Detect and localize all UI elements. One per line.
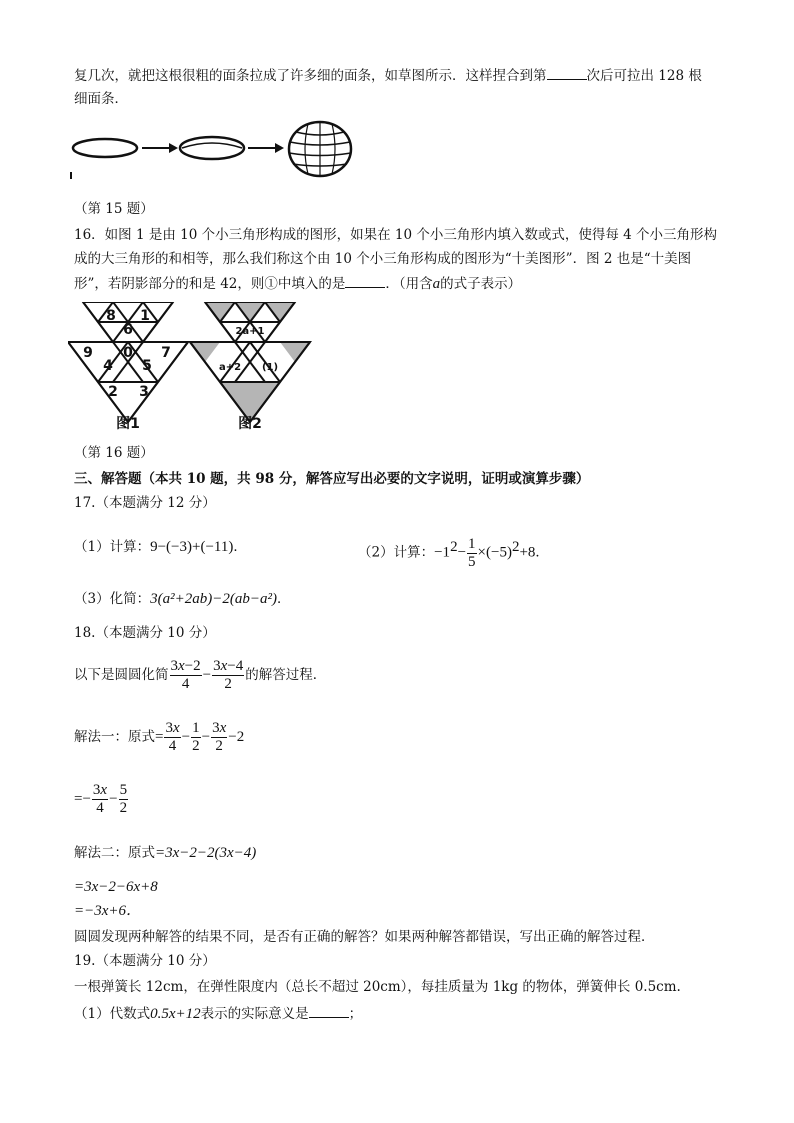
q18-question: 圆圆发现两种解答的结果不同，是否有正确的解答？如果两种解答都错误，写出正确的解答过程． [74, 929, 655, 945]
q18-sol2-label: 解法二：原式 [74, 845, 155, 861]
q17-title: 17.（本题满分 12 分） [74, 495, 216, 511]
fig1-num-5: 5 [142, 358, 152, 374]
fraction-1-over-2: $\frac{1}{2}$ [192, 720, 200, 754]
fraction-5-over-2: $\frac{5}{2}$ [119, 782, 128, 816]
q16-line3-a: 形”，若阴影部分的和是 42，则①中填入的是 [74, 276, 346, 292]
q18-sol2-line1 [74, 844, 256, 862]
q16-line3 [74, 274, 521, 293]
fig2-label-a2: a+2 [218, 362, 242, 373]
section-heading: 三、解答题（本共 10 题，共 98 分，解答应写出必要的文字说明，证明或演算步骤） [74, 471, 590, 487]
fig1-num-3: 3 [139, 384, 149, 400]
q15-text: 复几次，就把这根很粗的面条拉成了许多细的面条，如草图所示．这样捏合到第 [74, 68, 547, 84]
q18-sol2-line3: =−3x+6． [74, 903, 142, 919]
q18-sol1-label: 解法一：原式 [74, 729, 155, 745]
answer-blank[interactable] [309, 1004, 349, 1018]
q17-p2-expr-a: −1 [434, 544, 451, 561]
q18-intro-a: 以下是圆圆化简 [74, 667, 169, 683]
figure-2 [190, 302, 310, 432]
q19-p1-expr: 0.5x+12 [150, 1006, 201, 1022]
fraction-3x-4-over-2: $\frac{3x-4}{2}$ [213, 658, 244, 692]
q17-part2: （2）计算：$-1^2-$ $\frac{1}{5}$ $\times(-5)^2+8$． [358, 535, 549, 570]
q17-p2-expr-b: ×(−5) [477, 544, 512, 561]
q18-sol2-expr1: =3x−2−2(3x−4) [155, 845, 257, 861]
figure-1 [68, 302, 188, 422]
fraction-3x-over-2: $\frac{3x}{2}$ [212, 720, 227, 754]
noodle-1 [73, 139, 137, 157]
fig1-num-2: 2 [108, 384, 118, 400]
q15-caption: （第 15 题） [74, 201, 154, 217]
fig2-label: 图2 [238, 416, 262, 432]
q17-part3: （3）化简：3(a²+2ab)−2(ab−a²)． [74, 591, 291, 607]
noodle-2 [180, 137, 244, 159]
q18-intro: 以下是圆圆化简 $\frac{3x-2}{4}$ − $\frac{3x-4}{2}$ 的解答过程． [74, 658, 327, 692]
q19-p1-end: 表示的实际意义是 [200, 1006, 309, 1022]
fig2-label-circle1: (1) [261, 362, 279, 373]
q19-title: 19.（本题满分 10 分） [74, 953, 216, 969]
q19-part1: （1）代数式0.5x+12表示的实际意义是 ； [74, 1006, 363, 1022]
q18-sol1-line2: =− $\frac{3x}{4}$ − $\frac{5}{2}$ [74, 782, 128, 816]
fraction-3x-over-4-b: $\frac{3x}{4}$ [92, 782, 108, 816]
q17-p2-label: （2）计算： [358, 544, 435, 561]
arrow-2-head [275, 143, 284, 153]
q18-sol2-line2: =3x−2−6x+8 [74, 879, 158, 895]
q18-title: 18.（本题满分 10 分） [74, 625, 216, 641]
noodle-2-inner [182, 143, 242, 148]
q16-caption: （第 16 题） [74, 445, 154, 461]
q16-line1: 16．如图 1 是由 10 个小三角形构成的图形，如果在 10 个小三角形内填入数或式，使得每 4 个小三角形构 [74, 227, 718, 243]
fig-mark [70, 172, 72, 179]
answer-blank[interactable] [345, 274, 385, 288]
fig1-num-8: 8 [106, 308, 116, 324]
q15-text-line2: 细面条． [74, 91, 128, 107]
q17-p3-expr: 3(a²+2ab)−2(ab−a²) [150, 591, 277, 607]
q17-p3-label: （3）化简： [74, 591, 151, 607]
answer-blank[interactable] [547, 66, 587, 80]
fig1-num-1: 1 [140, 308, 150, 324]
q15-text-end: 次后可拉出 128 根 [586, 68, 702, 84]
variable-a: a [432, 276, 441, 292]
q16-line2: 成的大三角形的和相等，那么我们称这个由 10 个小三角形构成的图形为“十美图形”．图 2 也是“十美图 [74, 251, 692, 267]
noodle-3-strands [305, 122, 335, 176]
arrow-1-head [169, 143, 178, 153]
fig1-num-9: 9 [83, 345, 93, 361]
fig1-label: 图1 [116, 416, 140, 432]
fig1-num-0: 0 [123, 345, 133, 361]
fraction-3x-over-4: $\frac{3x}{4}$ [165, 720, 180, 754]
q16-line3-c: 的式子表示） [440, 276, 522, 292]
q19-line1: 一根弹簧长 12cm，在弹性限度内（总长不超过 20cm），每挂质量为 1kg 的物体，弹簧伸长 0.5cm. [74, 979, 681, 995]
fraction-1-5: $\frac{1}{5}$ [468, 535, 476, 570]
q17-p1-label: （1）计算： [74, 539, 151, 555]
q17-p1-expr: 9−(−3)+(−11) [150, 539, 234, 555]
q18-intro-b: 的解答过程． [245, 667, 327, 683]
fig1-num-4: 4 [103, 358, 113, 374]
fig1-num-7: 7 [161, 345, 171, 361]
q16-line3-b: ．（用含 [385, 276, 433, 292]
q18-sol1-line1: 解法一：原式= $\frac{3x}{4}$ − $\frac{1}{2}$ − $\frac{3x}{2}$ −2 [74, 720, 245, 754]
q17-part1: （1）计算：9−(−3)+(−11)． [74, 539, 247, 555]
q19-p1-label: （1）代数式 [74, 1006, 151, 1022]
q15-text-line1 [74, 66, 702, 85]
q17-p2-expr-c: +8 [519, 544, 536, 561]
ten-triangle-figures [68, 302, 318, 434]
fig1-num-6: 6 [123, 322, 133, 338]
fraction-3x-2-over-4: $\frac{3x-2}{4}$ [170, 658, 201, 692]
noodle-figure [66, 118, 358, 184]
fig2-label-2a1: 2a+1 [235, 326, 265, 337]
